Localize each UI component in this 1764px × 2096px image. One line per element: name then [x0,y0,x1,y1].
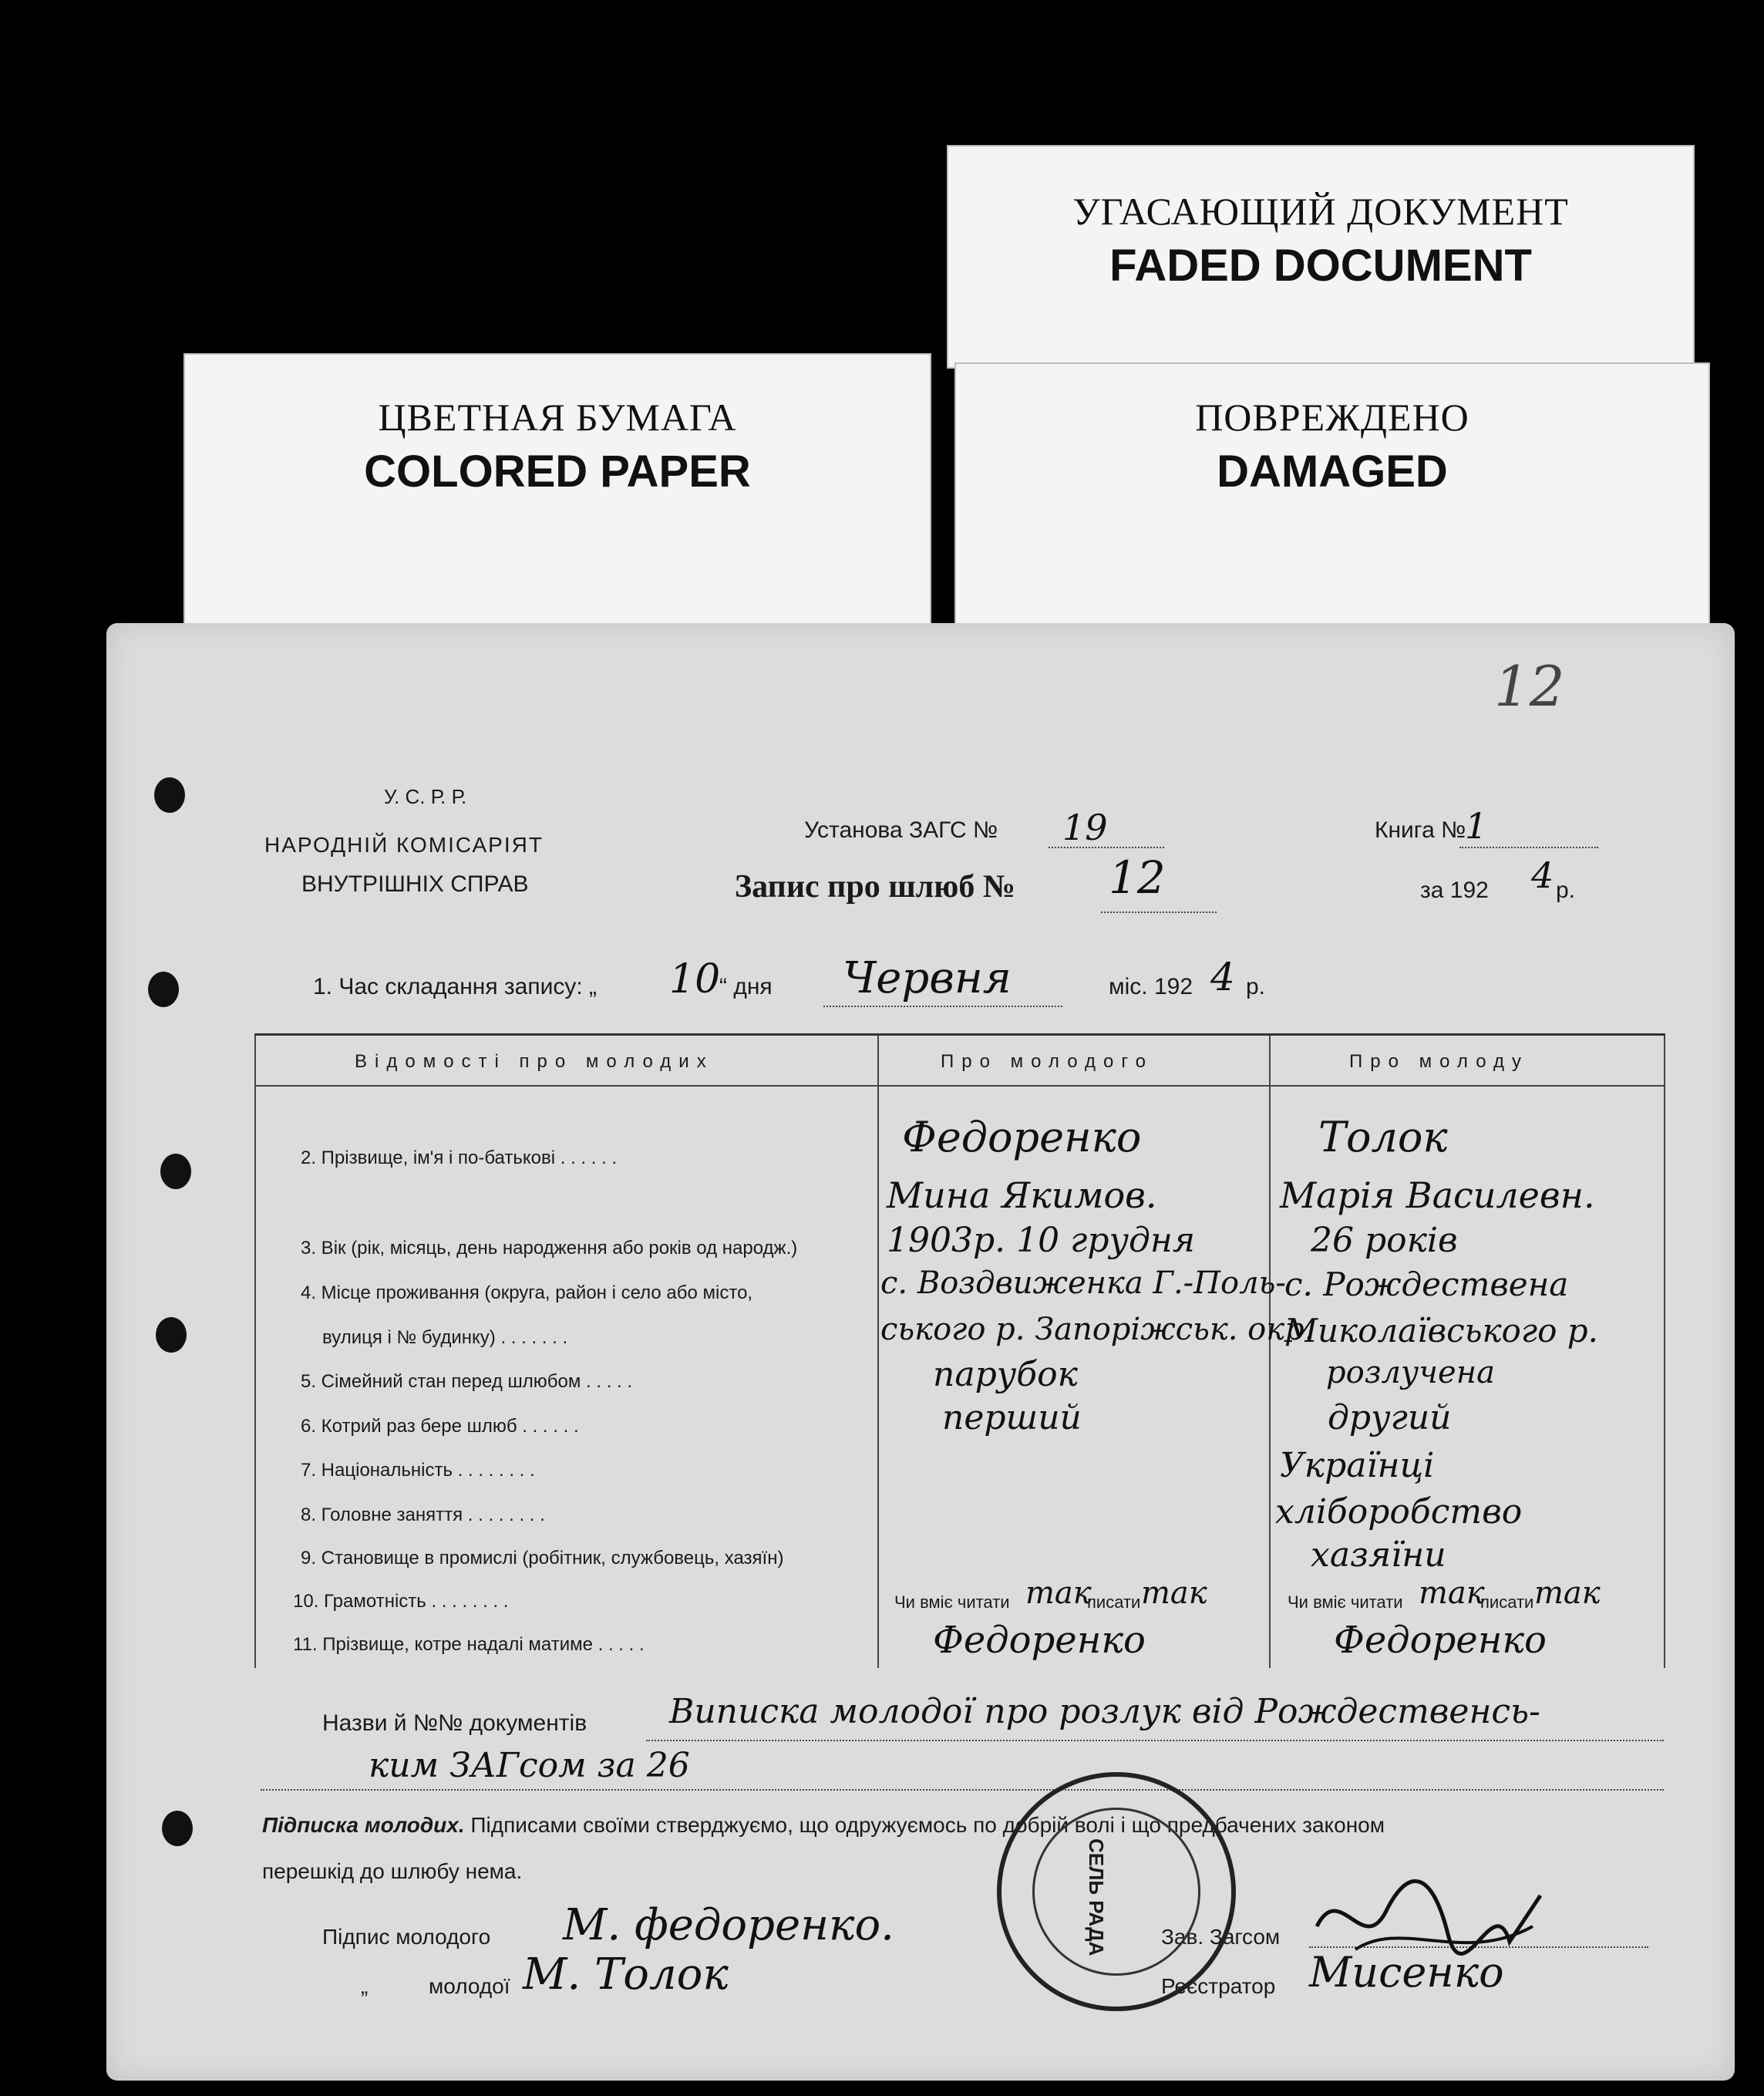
groom-literacy-read: так [1025,1575,1092,1611]
marriage-record-sheet [106,623,1735,2081]
bride-literacy-write: так [1534,1575,1601,1611]
bride-residence1: с. Рождествена [1284,1265,1569,1303]
colored-paper-card [183,353,931,631]
declaration-line2: перешкід до шлюбу нема. [262,1859,523,1883]
bride-literacy-read: так [1419,1575,1485,1611]
bride-residence2: Миколаївського р. [1284,1312,1598,1350]
groom-surname: Федоренко [902,1113,1142,1161]
groom-residence2: ського р. Запоріжськ. окр. [880,1312,1315,1347]
colored-card-en: COLORED PAPER [364,446,751,497]
groom-marriage-count: перший [942,1398,1082,1437]
row-label-future-surname: 11. Прізвище, котре надалі матиме . . . . . [293,1634,645,1655]
zags-label: Установа ЗАГС № [804,817,998,843]
row-label-marriage-count: 6. Котрий раз бере шлюб . . . . . . [301,1416,579,1437]
head-signature-label: Зав. Загсом [1161,1925,1281,1949]
bride-future-surname: Федоренко [1334,1619,1547,1662]
row-label-residence-cont: вулиця і № будинку) . . . . . . . [322,1327,568,1348]
nationality-value: Українці [1280,1446,1435,1485]
damaged-card-en: DAMAGED [1217,446,1448,497]
declaration-head: Підписка молодих. [262,1813,465,1837]
book-number: 1 [1465,805,1488,847]
registrar-signature: Мисенко [1309,1948,1504,1997]
row-label-age: 3. Вік (рік, місяць, день народження або років од народж.) [301,1238,798,1259]
item1-month-label: міс. 192 [1109,974,1193,999]
stamp-inner-ring [1032,1808,1200,1976]
bride-signature-label: молодої [429,1974,510,1998]
col-header-groom: Про молодого [941,1051,1153,1072]
row-label-residence: 4. Місце проживання (округа, район і село або місто, [301,1282,753,1303]
bride-name: Марія Василевн. [1280,1174,1595,1216]
colored-card-ru: ЦВЕТНАЯ БУМАГА [378,396,737,439]
damaged-card [954,362,1710,640]
groom-age: 1903р. 10 грудня [887,1221,1196,1260]
ministry-line2: ВНУТРІШНІХ СПРАВ [301,871,529,897]
punch-hole [154,777,185,813]
zags-number: 19 [1062,807,1108,848]
ministry-line1: НАРОДНІЙ КОМІСАРІЯТ [264,833,544,857]
record-number: 12 [1109,851,1166,904]
documents-line2: ким ЗАГсом за 26 [369,1746,690,1785]
stamp-text: СЕЛЬ РАДА [1085,1838,1108,1956]
groom-name: Мина Якимов. [887,1174,1157,1216]
occupation-value: хліборобство [1275,1492,1523,1532]
item1-day-label: “ дня [719,974,773,999]
bride-marital-status: розлучена [1326,1355,1495,1390]
col-header-bride: Про молоду [1349,1051,1530,1072]
official-stamp [997,1772,1236,2011]
bride-signature: М. Толок [523,1949,729,2000]
row-label-occupation: 8. Головне заняття . . . . . . . . [301,1505,545,1525]
faded-card-en: FADED DOCUMENT [1109,241,1532,291]
row-label-literacy: 10. Грамотність . . . . . . . . [293,1591,509,1612]
row-label-position: 9. Становище в промислі (робітник, службовець, хазяїн) [301,1548,784,1569]
bride-literacy-read-label: Чи вміє читати [1288,1592,1403,1612]
damaged-card-ru: ПОВРЕЖДЕНО [1195,396,1469,439]
faded-card-ru: УГАСАЮЩИЙ ДОКУМЕНТ [1072,190,1569,233]
faded-document-card [947,145,1695,369]
marriage-details-table [254,1033,1665,1668]
bride-marriage-count: другий [1328,1398,1452,1437]
groom-residence1: с. Воздвиженка Г.-Поль- [880,1265,1286,1301]
groom-signature-label: Підпис молодого [322,1925,491,1949]
item1-year-digit: 4 [1210,955,1235,999]
punch-hole [156,1317,187,1353]
groom-literacy-write: так [1141,1575,1207,1611]
groom-literacy-write-label: писати [1087,1592,1141,1612]
page-number: 12 [1494,654,1565,719]
ussr-label: У. С. Р. Р. [384,785,467,808]
groom-marital-status: парубок [933,1355,1078,1394]
item1-label: 1. Час складання запису: „ [313,974,598,999]
bride-surname: Толок [1318,1113,1448,1161]
groom-signature: М. федоренко. [563,1900,894,1950]
item1-day: 10 [669,956,721,1003]
position-value: хазяїни [1311,1535,1446,1575]
row-label-name: 2. Прізвище, ім'я і по-батькові . . . . . . [301,1147,618,1168]
col-header-info: Відомості про молодих [355,1051,714,1072]
punch-hole [148,972,179,1007]
punch-hole [160,1154,191,1189]
item1-year-suffix: р. [1246,974,1266,999]
declaration-body: Підписами своїми стверджуємо, що одружуємось по добрій волі і що предбачених законом [470,1813,1385,1837]
groom-literacy-read-label: Чи вміє читати [894,1592,1010,1612]
item1-month: Червня [843,953,1012,1003]
bride-age: 26 років [1311,1221,1458,1260]
row-label-nationality: 7. Національність . . . . . . . . [301,1460,535,1481]
punch-hole [162,1811,193,1846]
registrar-label: Реєстратор [1161,1974,1276,1998]
row-label-marital-status: 5. Сімейний стан перед шлюбом . . . . . [301,1371,633,1392]
bride-signature-prefix: „ [361,1974,369,1998]
record-label: Запис про шлюб № [735,869,1016,905]
year-prefix: за 192 [1420,878,1489,903]
documents-label: Назви й №№ документів [322,1710,587,1736]
groom-future-surname: Федоренко [933,1619,1146,1662]
book-label: Книга № [1375,817,1466,843]
year-digit: 4 [1531,854,1554,896]
documents-line1: Виписка молодої про розлук від Рождественсь- [669,1692,1540,1731]
bride-literacy-write-label: писати [1480,1592,1534,1612]
year-suffix: р. [1556,878,1576,903]
